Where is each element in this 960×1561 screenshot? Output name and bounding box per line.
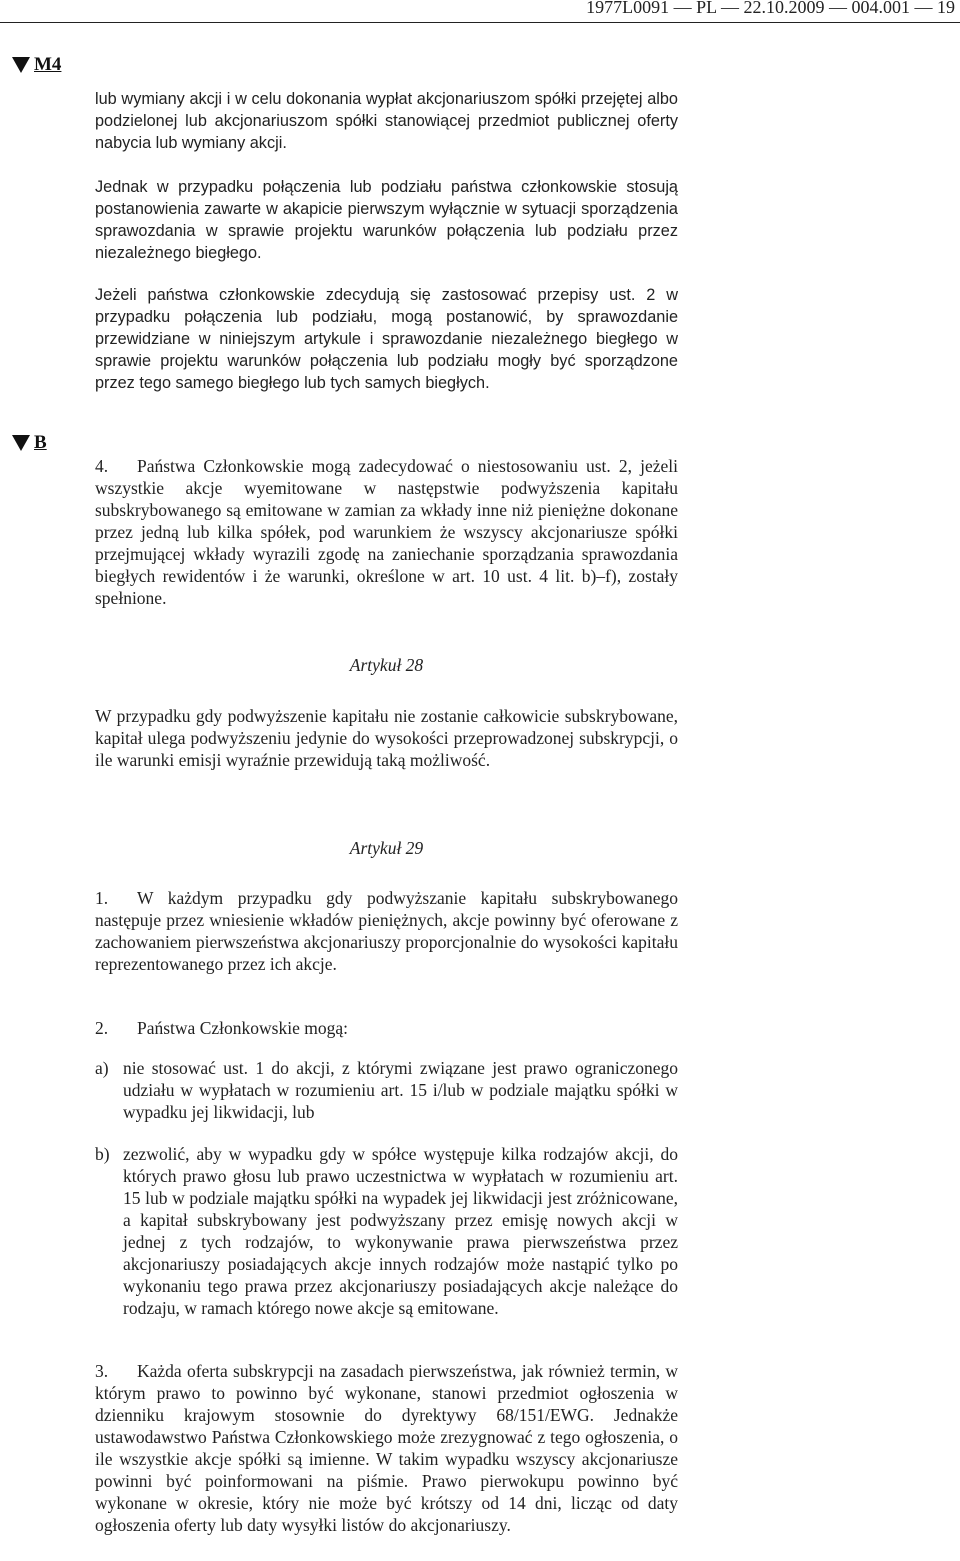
list-label: a) bbox=[95, 1058, 109, 1078]
article-29-paragraph-3: 3. Każda oferta subskrypcji na zasadach pierwszeństwa, jak również termin, w którym prawo to powinno być wykonane, stanowi przedmiot ogłoszenia w dzienniku krajowym stosownie do dyrektywy 68/151/EWG. Jednakże ustawodawstwo Państwa Członkowskiego może zrezygnować z tego ogłoszenia, o ile wszystkie akcje spółki są imienne. W takim wypadku wszyscy akcjonariusze powinni być poinformowani na piśmie. Prawo pierwokupu powinno być wykonane w okresie, który nie może być krótszy od 14 dni, licząc od daty ogłoszenia oferty lub daty wysyłki listów do akcjonariuszy. bbox=[95, 1361, 678, 1535]
m4-paragraph-1: lub wymiany akcji i w celu dokonania wypłat akcjonariuszom spółki przejętej albo podzielonej lub akcjonariuszom spółki stanowiącej przedmiot publicznej oferty nabycia lub wymiany akcji. bbox=[95, 90, 678, 152]
paragraph-number: 3. bbox=[95, 1361, 109, 1381]
paragraph-number: 1. bbox=[95, 888, 109, 908]
article-29-heading: Artykuł 29 bbox=[349, 838, 424, 858]
m4-paragraph-3: Jeżeli państwa członkowskie zdecydują się zastosować przepisy ust. 2 w przypadku połączenia lub podziału, mogą postanowić, by sprawozdanie przewidziane w niniejszym artykule i sprawozdanie niezależnego biegłego w sprawie projektu warunków połączenia lub podziału mogły być sporządzone przez tego samego biegłego lub tych samych biegłych. bbox=[95, 286, 678, 392]
paragraph-number: 2. bbox=[95, 1018, 109, 1038]
list-item-a: a) nie stosować ust. 1 do akcji, z którymi związane jest prawo ograniczonego udziału w wypłatach w rozumieniu art. 15 i/lub w podziale majątku spółki w wypadku jej likwidacji, lub bbox=[95, 1058, 678, 1122]
article-29-paragraph-1: 1. W każdym przypadku gdy podwyższanie kapitału subskrybowanego następuje przez wniesienie wkładów pieniężnych, akcje powinny być oferowane z zachowaniem pierwszeństwa akcjonariuszy proporcjonalnie do wysokości kapitału reprezentowanego przez ich akcje. bbox=[95, 888, 678, 974]
list-label: b) bbox=[95, 1144, 110, 1164]
triangle-down-icon bbox=[12, 57, 30, 73]
paragraph-number: 4. bbox=[95, 456, 109, 476]
amendment-marker-m4[interactable] bbox=[12, 54, 61, 76]
marker-label: M4 bbox=[34, 54, 62, 75]
page-header bbox=[0, 0, 960, 23]
triangle-down-icon bbox=[12, 435, 30, 451]
marker-label: B bbox=[34, 432, 47, 453]
article-28-text: W przypadku gdy podwyższenie kapitału nie zostanie całkowicie subskrybowane, kapitał ulega podwyższeniu jedynie do wysokości przeprowadzonej subskrypcji, o ile warunki emisji wyraźnie przewidują taką możliwość. bbox=[95, 706, 678, 770]
document-reference: 1977L0091 — PL — 22.10.2009 — 004.001 — 19 bbox=[586, 0, 955, 17]
paragraph-4: 4. Państwa Członkowskie mogą zadecydować o niestosowaniu ust. 2, jeżeli wszystkie akcje wyemitowane w następstwie podwyższenia kapitału subskrybowanego są emitowane w zamian za wkłady inne niż pieniężne dokonane przez jedną lub kilka spółek, pod warunkiem że wszyscy akcjonariusze spółki przejmującej wkłady wyrazili zgodę na zaniechanie sporządzania sprawozdania biegłych rewidentów i że warunki, określone w art. 10 ust. 4 lit. b)–f), zostały spełnione. bbox=[95, 456, 678, 608]
amendment-marker-b[interactable] bbox=[12, 432, 47, 454]
article-28-heading: Artykuł 28 bbox=[349, 655, 424, 675]
list-item-b: b) zezwolić, aby w wypadku gdy w spółce występuje kilka rodzajów akcji, do których prawo głosu lub prawo uczestnictwa w wypłatach w rozumieniu art. 15 lub w podziale majątku spółki na wypadek jej likwidacji jest zróżnicowane, a kapitał subskrybowany jest podwyższany przez emisję nowych akcji w jednej z tych rodzajów, to wykonywanie prawa pierwszeństwa przez akcjonariuszy posiadających akcje innych rodzajów może nastąpić tylko po wykonaniu tego prawa przez akcjonariuszy posiadających akcje należące do rodzaju, w ramach którego nowe akcje są emitowane. bbox=[95, 1144, 678, 1318]
m4-paragraph-2: Jednak w przypadku połączenia lub podziału państwa członkowskie stosują postanowienia zawarte w akapicie pierwszym wyłącznie w sytuacji sporządzenia sprawozdania w sprawie projektu warunków połączenia lub podziału przez niezależnego biegłego. bbox=[95, 178, 678, 262]
article-29-paragraph-2: 2. Państwa Członkowskie mogą: bbox=[95, 1018, 348, 1038]
